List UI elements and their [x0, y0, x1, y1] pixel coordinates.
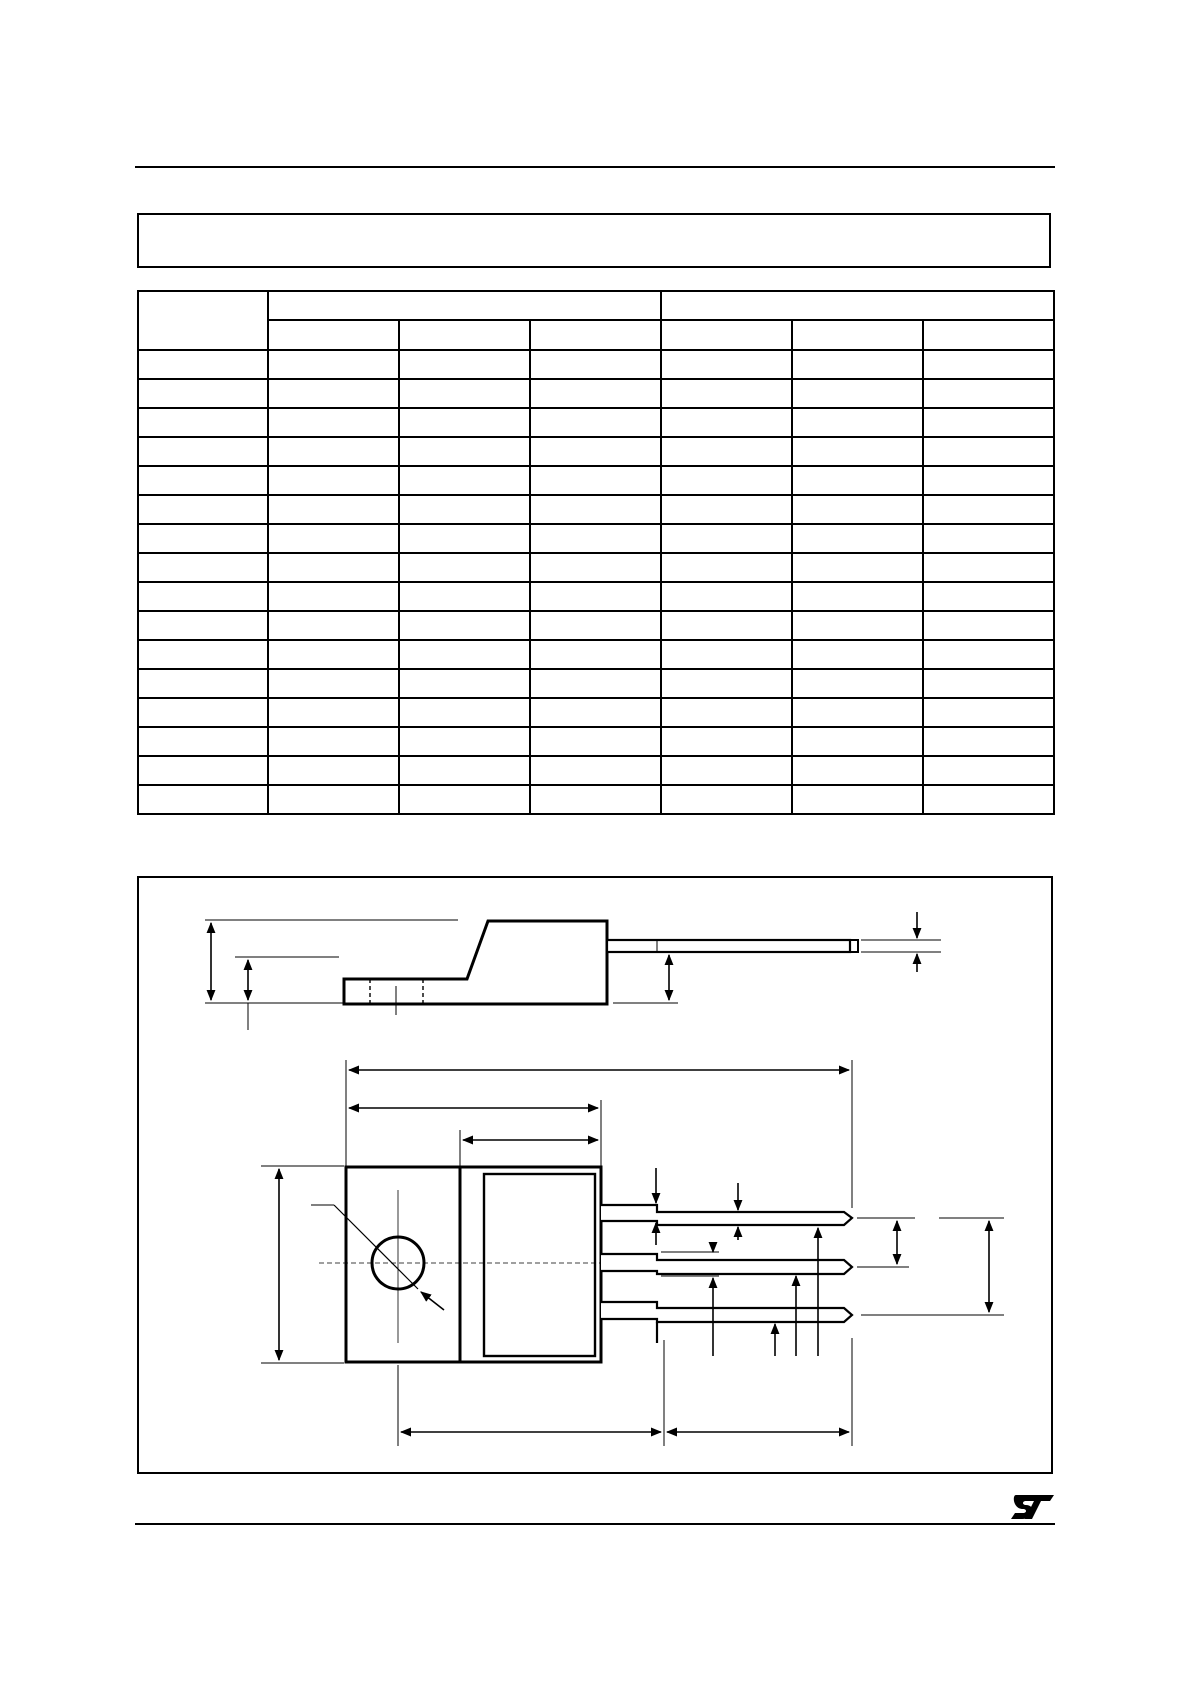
table-row: [138, 524, 1054, 553]
dimension-value-cell: [661, 437, 792, 466]
table-row: [138, 466, 1054, 495]
dimension-value-cell: [530, 669, 661, 698]
dimension-value-cell: [530, 379, 661, 408]
dimension-value-cell: [661, 379, 792, 408]
dimension-value-cell: [923, 553, 1054, 582]
dimension-value-cell: [399, 640, 530, 669]
dimension-value-cell: [399, 669, 530, 698]
table-group-header: [268, 291, 661, 320]
dimension-value-cell: [399, 553, 530, 582]
dimension-value-cell: [923, 669, 1054, 698]
front-view: [261, 1060, 1004, 1446]
dimension-value-cell: [792, 727, 923, 756]
dimension-value-cell: [661, 669, 792, 698]
table-row: [138, 582, 1054, 611]
dimension-value-cell: [923, 582, 1054, 611]
table-row: [138, 611, 1054, 640]
dimension-value-cell: [792, 466, 923, 495]
dimension-label-cell: [138, 582, 268, 611]
table-body: [138, 350, 1054, 814]
dimension-value-cell: [661, 756, 792, 785]
dimension-label-cell: [138, 379, 268, 408]
dimension-value-cell: [792, 379, 923, 408]
dimension-value-cell: [530, 698, 661, 727]
dimension-value-cell: [530, 785, 661, 814]
table-row: [138, 640, 1054, 669]
dimension-value-cell: [661, 495, 792, 524]
dimension-value-cell: [399, 785, 530, 814]
dimension-value-cell: [923, 437, 1054, 466]
dimension-value-cell: [399, 727, 530, 756]
dimension-value-cell: [661, 727, 792, 756]
dimension-value-cell: [399, 524, 530, 553]
dimension-value-cell: [399, 582, 530, 611]
dimension-value-cell: [923, 698, 1054, 727]
table-row: [138, 437, 1054, 466]
dimension-label-cell: [138, 698, 268, 727]
dimension-value-cell: [268, 669, 399, 698]
table-subheader: [530, 320, 661, 350]
dimension-value-cell: [268, 408, 399, 437]
dimension-label-cell: [138, 669, 268, 698]
dimension-value-cell: [399, 756, 530, 785]
dimension-value-cell: [268, 727, 399, 756]
dimension-value-cell: [530, 408, 661, 437]
dimension-value-cell: [268, 437, 399, 466]
dimension-value-cell: [923, 640, 1054, 669]
dimension-value-cell: [923, 408, 1054, 437]
dimension-value-cell: [530, 640, 661, 669]
dimension-value-cell: [792, 785, 923, 814]
table-group-header: [661, 291, 1054, 320]
dimension-value-cell: [792, 756, 923, 785]
dimension-value-cell: [268, 524, 399, 553]
table-row: [138, 727, 1054, 756]
dimension-value-cell: [268, 495, 399, 524]
dimension-value-cell: [399, 466, 530, 495]
table-row: [138, 669, 1054, 698]
dimension-value-cell: [923, 350, 1054, 379]
dimension-value-cell: [530, 727, 661, 756]
package-outline-svg: [139, 878, 1055, 1476]
dimension-label-cell: [138, 524, 268, 553]
dimension-value-cell: [792, 350, 923, 379]
footer-rule: [135, 1523, 1055, 1525]
dimension-value-cell: [792, 611, 923, 640]
dimension-value-cell: [530, 553, 661, 582]
dimension-value-cell: [923, 495, 1054, 524]
dimension-value-cell: [530, 466, 661, 495]
table-row: [138, 756, 1054, 785]
table-row: [138, 379, 1054, 408]
dimension-value-cell: [530, 437, 661, 466]
table-row: [138, 495, 1054, 524]
dimension-label-cell: [138, 640, 268, 669]
dimension-value-cell: [792, 495, 923, 524]
side-view: [205, 912, 941, 1030]
dimension-value-cell: [399, 437, 530, 466]
dimension-value-cell: [268, 756, 399, 785]
dimension-value-cell: [792, 408, 923, 437]
dimension-value-cell: [268, 611, 399, 640]
dimension-value-cell: [661, 698, 792, 727]
dimension-label-cell: [138, 727, 268, 756]
st-logo: [1010, 1493, 1055, 1521]
dimension-value-cell: [399, 698, 530, 727]
dimension-label-cell: [138, 553, 268, 582]
header-rule: [135, 166, 1055, 168]
dimension-value-cell: [399, 495, 530, 524]
dimension-value-cell: [661, 524, 792, 553]
dimension-value-cell: [661, 640, 792, 669]
dimension-value-cell: [268, 379, 399, 408]
dimension-value-cell: [923, 379, 1054, 408]
table-group-header-row: [138, 291, 1054, 320]
dimension-value-cell: [661, 466, 792, 495]
dimension-value-cell: [792, 698, 923, 727]
table-row: [138, 350, 1054, 379]
dimension-value-cell: [923, 756, 1054, 785]
dimension-value-cell: [399, 379, 530, 408]
dimension-value-cell: [268, 350, 399, 379]
dimension-value-cell: [268, 582, 399, 611]
dimension-value-cell: [792, 437, 923, 466]
table-row: [138, 408, 1054, 437]
dimension-value-cell: [399, 350, 530, 379]
dimension-value-cell: [661, 582, 792, 611]
dimension-value-cell: [792, 669, 923, 698]
dimension-value-cell: [530, 495, 661, 524]
dimension-label-cell: [138, 350, 268, 379]
dimension-value-cell: [923, 524, 1054, 553]
dimension-value-cell: [530, 582, 661, 611]
table-subheader: [923, 320, 1054, 350]
dimension-value-cell: [530, 756, 661, 785]
dimension-value-cell: [661, 408, 792, 437]
table-row: [138, 698, 1054, 727]
dimension-value-cell: [923, 785, 1054, 814]
dimension-value-cell: [268, 785, 399, 814]
dimension-label-cell: [138, 466, 268, 495]
table-title-box: [137, 213, 1051, 268]
dimension-value-cell: [661, 553, 792, 582]
dimension-value-cell: [661, 611, 792, 640]
dimension-value-cell: [399, 611, 530, 640]
dimension-value-cell: [268, 553, 399, 582]
dimension-value-cell: [530, 611, 661, 640]
dimension-value-cell: [923, 727, 1054, 756]
dimension-table: [137, 290, 1055, 815]
dimension-label-cell: [138, 785, 268, 814]
dimension-value-cell: [792, 640, 923, 669]
dimension-label-cell: [138, 495, 268, 524]
table-subheader: [792, 320, 923, 350]
package-drawing: [137, 876, 1053, 1474]
dimension-label-cell: [138, 408, 268, 437]
dimension-value-cell: [268, 466, 399, 495]
table-row: [138, 553, 1054, 582]
dimension-value-cell: [923, 611, 1054, 640]
dimension-value-cell: [530, 524, 661, 553]
table-row: [138, 785, 1054, 814]
dimension-value-cell: [530, 350, 661, 379]
table-subheader: [268, 320, 399, 350]
dimension-value-cell: [399, 408, 530, 437]
dimension-label-cell: [138, 756, 268, 785]
dimension-label-cell: [138, 437, 268, 466]
dimension-value-cell: [923, 466, 1054, 495]
dimension-value-cell: [792, 553, 923, 582]
dimension-value-cell: [268, 698, 399, 727]
dimension-value-cell: [268, 640, 399, 669]
dimension-value-cell: [792, 582, 923, 611]
dimension-value-cell: [661, 350, 792, 379]
table-corner-cell: [138, 291, 268, 350]
table-subheader-row: [138, 320, 1054, 350]
dimension-value-cell: [792, 524, 923, 553]
table-subheader: [399, 320, 530, 350]
dimension-label-cell: [138, 611, 268, 640]
table-subheader: [661, 320, 792, 350]
dimension-value-cell: [661, 785, 792, 814]
